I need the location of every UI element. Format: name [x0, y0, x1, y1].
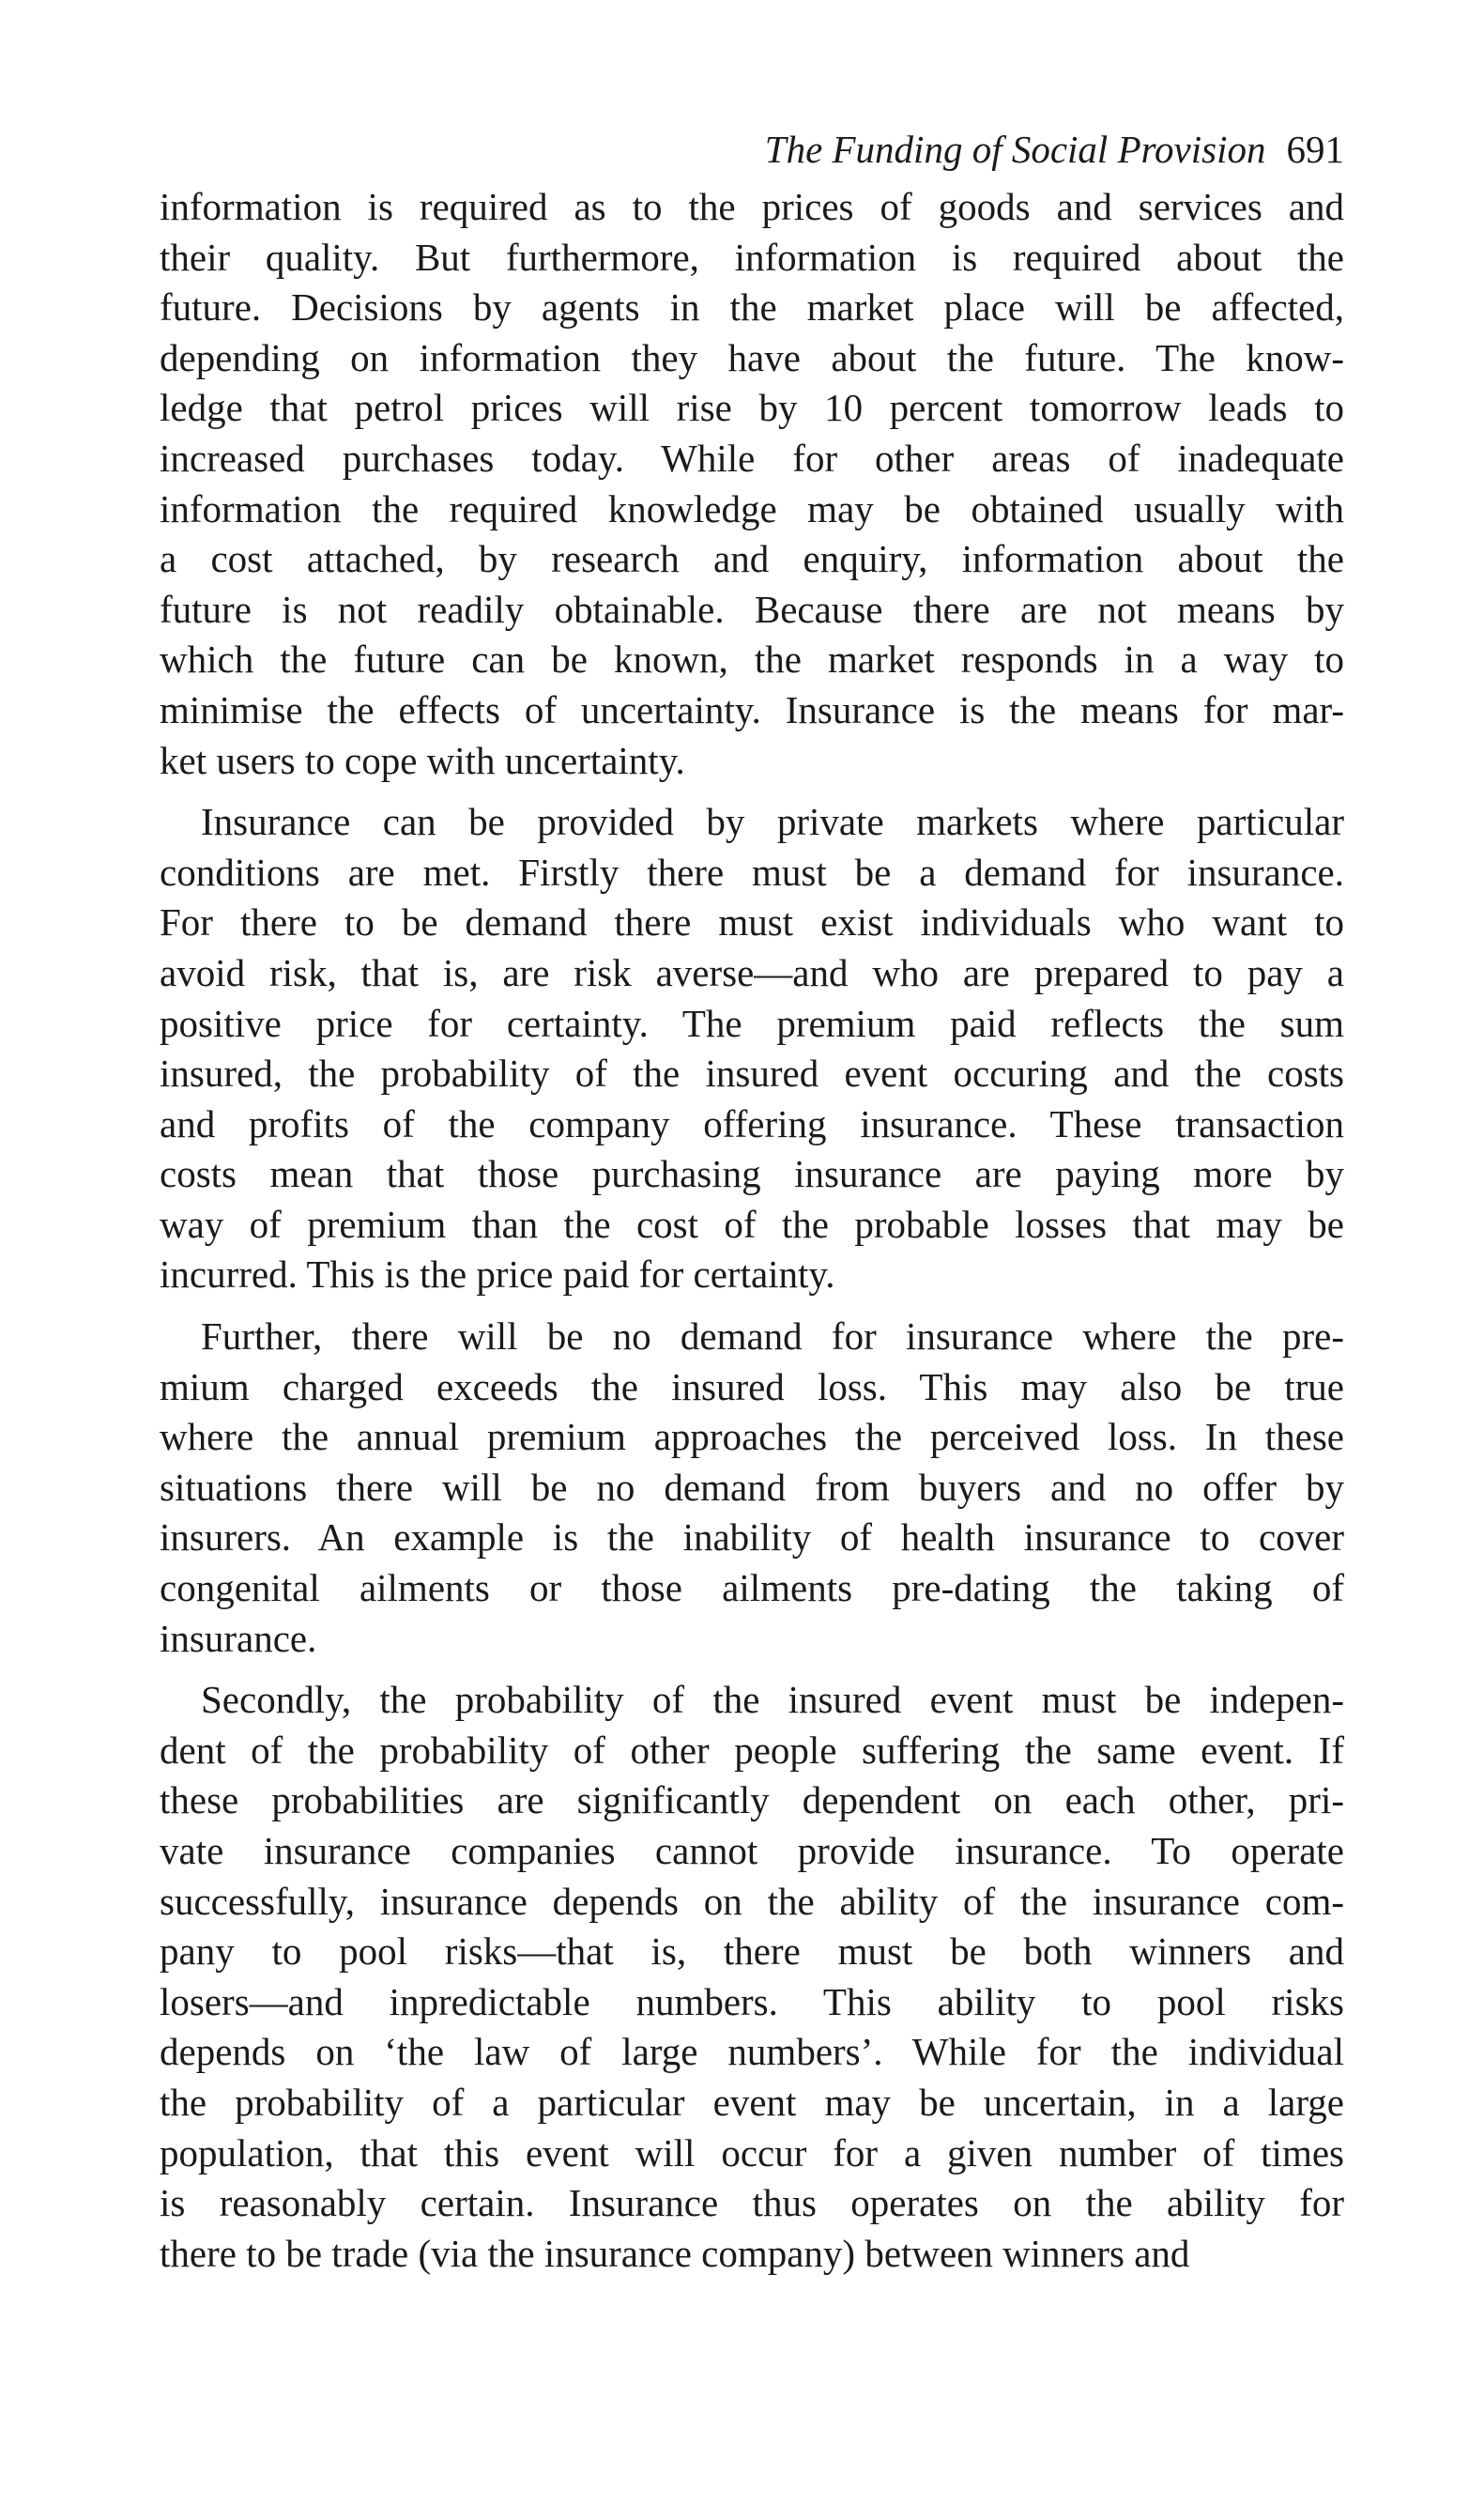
text-line: insurance.: [160, 1616, 317, 1660]
text-line: a cost attached, by research and enquiry, information about the: [160, 537, 1344, 581]
text-line: depends on ‘the law of large numbers’. While for the individual: [160, 2030, 1344, 2074]
text-line: these probabilities are significantly dependent on each other, pri-: [160, 1778, 1344, 1822]
page-number: 691: [1286, 128, 1344, 171]
text-line: incurred. This is the price paid for certainty.: [160, 1252, 835, 1297]
paragraph: [160, 1312, 1344, 1664]
text-line: depending on information they have about the future. The know-: [160, 335, 1344, 379]
book-page: [160, 122, 1344, 2290]
text-line: vate insurance companies cannot provide insurance. To operate: [160, 1829, 1344, 1872]
text-line: conditions are met. Firstly there must be a demand for insurance.: [160, 850, 1344, 894]
paragraph: [160, 797, 1344, 1300]
text-line: Further, there will be no demand for insurance where the pre-: [201, 1314, 1344, 1359]
text-line: increased purchases today. While for other areas of inadequate: [160, 436, 1344, 480]
text-line: information is required as to the prices of goods and services and: [160, 185, 1344, 228]
text-line: the probability of a particular event may be uncertain, in a large: [160, 2080, 1344, 2124]
text-line: there to be trade (via the insurance company) between winners and: [160, 2231, 1190, 2275]
text-line: Secondly, the probability of the insured event must be indepen-: [201, 1678, 1344, 1722]
body-text: [160, 182, 1344, 2279]
text-line: and profits of the company offering insurance. These transaction: [160, 1101, 1344, 1145]
text-line: insured, the probability of the insured event occuring and the costs: [160, 1052, 1344, 1096]
text-line: insurers. An example is the inability of health insurance to cover: [160, 1515, 1344, 1560]
text-line: which the future can be known, the market responds in a way to: [160, 638, 1344, 682]
text-line: future is not readily obtainable. Because there are not means by: [160, 587, 1344, 631]
text-line: way of premium than the cost of the probable losses that may be: [160, 1202, 1344, 1246]
text-line: situations there will be no demand from buyers and no offer by: [160, 1465, 1344, 1509]
text-line: congenital ailments or those ailments pre-dating the taking of: [160, 1566, 1344, 1610]
text-line: costs mean that those purchasing insurance are paying more by: [160, 1152, 1344, 1196]
running-title: The Funding of Social Provision: [764, 128, 1266, 171]
text-line: avoid risk, that is, are risk averse—and who are prepared to pay a: [160, 950, 1344, 994]
text-line: Insurance can be provided by private markets where particular: [201, 800, 1344, 844]
text-line: where the annual premium approaches the perceived loss. In these: [160, 1415, 1344, 1459]
text-line: pany to pool risks—that is, there must be both winners and: [160, 1929, 1344, 1974]
text-line: information the required knowledge may be obtained usually with: [160, 486, 1344, 530]
text-line: For there to be demand there must exist individuals who want to: [160, 900, 1344, 945]
text-line: is reasonably certain. Insurance thus operates on the ability for: [160, 2181, 1344, 2225]
text-line: their quality. But furthermore, information is required about the: [160, 235, 1344, 279]
text-line: population, that this event will occur for a given number of times: [160, 2130, 1344, 2175]
text-line: successfully, insurance depends on the ability of the insurance com-: [160, 1879, 1344, 1923]
text-line: ledge that petrol prices will rise by 10 percent tomorrow leads to: [160, 386, 1344, 430]
text-line: future. Decisions by agents in the market place will be affected,: [160, 285, 1344, 330]
text-line: losers—and inpredictable numbers. This ability to pool risks: [160, 1979, 1344, 2023]
paragraph: [160, 1675, 1344, 2279]
text-line: positive price for certainty. The premium paid reflects the sum: [160, 1001, 1344, 1045]
text-line: ket users to cope with uncertainty.: [160, 738, 685, 782]
running-head: [160, 122, 1344, 177]
text-line: dent of the probability of other people suffering the same event. If: [160, 1728, 1344, 1772]
text-line: minimise the effects of uncertainty. Insurance is the means for mar-: [160, 687, 1344, 731]
text-line: mium charged exceeds the insured loss. This may also be true: [160, 1364, 1344, 1408]
paragraph: [160, 182, 1344, 786]
